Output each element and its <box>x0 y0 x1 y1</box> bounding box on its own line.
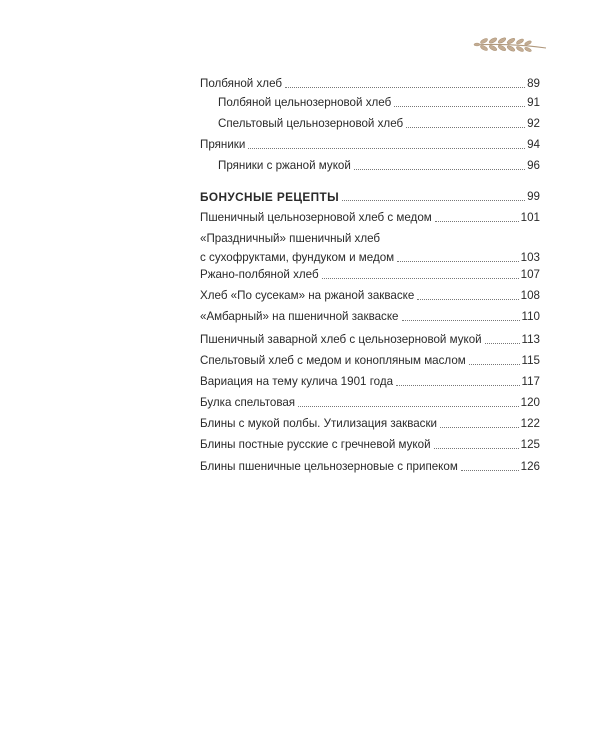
toc-entry[interactable] <box>200 333 540 347</box>
toc-entry-title: Пшеничный цельнозерновой хлеб с медом <box>200 211 432 224</box>
dot-leader <box>440 427 519 428</box>
toc-entry-title-line2: с сухофруктами, фундуком и медом <box>200 251 395 264</box>
toc-entry[interactable] <box>200 354 540 368</box>
toc-entry-page: 108 <box>520 289 540 302</box>
toc-entry-page: 94 <box>527 138 540 151</box>
dot-leader <box>485 343 520 344</box>
toc-entry-page: 117 <box>521 375 540 388</box>
toc-entry-page: 126 <box>520 460 540 473</box>
dot-leader <box>461 470 519 471</box>
toc-entry[interactable] <box>200 375 540 389</box>
dot-leader <box>406 127 525 128</box>
dot-leader <box>402 320 520 321</box>
toc-entry-title: Спельтовый хлеб с медом и конопляным маслом <box>200 354 466 367</box>
toc-entry-title: Пряники <box>200 138 246 151</box>
dot-leader <box>397 261 519 262</box>
toc-entry-page: 101 <box>520 211 540 224</box>
toc-entry[interactable] <box>200 310 540 324</box>
toc-entry-title: Блины с мукой полбы. Утилизация закваски <box>200 417 438 430</box>
toc-entry-title: Блины постные русские с гречневой мукой <box>200 438 431 451</box>
toc-entry[interactable] <box>200 159 540 173</box>
toc-entry-title: Блины пшеничные цельнозерновые с припеком <box>200 460 458 473</box>
toc-entry-title: Ржано-полбяной хлеб <box>200 268 319 281</box>
toc-entry-page: 89 <box>527 77 540 90</box>
toc-entry-line2 <box>200 251 540 265</box>
toc-entry-page: 99 <box>527 190 540 203</box>
toc-entry[interactable] <box>200 232 540 265</box>
toc-entry-page: 125 <box>520 438 540 451</box>
toc-entry[interactable] <box>200 77 540 91</box>
toc-entry-title: Спельтовый цельнозерновой хлеб <box>218 117 404 130</box>
dot-leader <box>435 221 519 222</box>
toc-entry[interactable] <box>200 417 540 431</box>
toc-entry-page: 122 <box>520 417 540 430</box>
toc-entry[interactable] <box>200 396 540 410</box>
toc-entry-page: 120 <box>520 396 540 409</box>
toc-entry-page: 96 <box>527 159 540 172</box>
toc-entry[interactable] <box>200 438 540 452</box>
toc-entry-title-line1: «Праздничный» пшеничный хлеб <box>200 232 381 245</box>
toc-entry-page: 91 <box>527 96 540 109</box>
dot-leader <box>354 169 525 170</box>
dot-leader <box>394 106 525 107</box>
dot-leader <box>285 87 525 88</box>
toc-heading-title: БОНУСНЫЕ РЕЦЕПТЫ <box>200 190 340 204</box>
dot-leader <box>434 448 519 449</box>
dot-leader <box>469 364 520 365</box>
dot-leader <box>298 406 519 407</box>
toc-entry[interactable] <box>200 211 540 225</box>
toc-entry-title: «Амбарный» на пшеничной закваске <box>200 310 399 323</box>
toc-entry[interactable] <box>200 460 540 474</box>
dot-leader <box>248 148 525 149</box>
toc-entry[interactable] <box>200 289 540 303</box>
toc-entry[interactable] <box>200 117 540 131</box>
dot-leader <box>322 278 519 279</box>
toc-entry-page: 92 <box>527 117 540 130</box>
toc-entry-title: Вариация на тему кулича 1901 года <box>200 375 394 388</box>
toc-entry-title: Полбяной хлеб <box>200 77 283 90</box>
toc-entry-title: Пшеничный заварной хлеб с цельнозерновой мукой <box>200 333 482 346</box>
toc-entry-page: 103 <box>520 251 540 264</box>
toc-entry-title: Пряники с ржаной мукой <box>218 159 351 172</box>
dot-leader <box>342 200 525 201</box>
toc-entry-page: 113 <box>521 333 540 346</box>
toc-section-heading[interactable] <box>200 190 540 204</box>
toc-entry-page: 107 <box>520 268 540 281</box>
toc-entry-page: 110 <box>521 310 540 323</box>
toc-entry[interactable] <box>200 268 540 282</box>
dot-leader <box>417 299 518 300</box>
dot-leader <box>396 385 519 386</box>
toc-entry-title: Булка спельтовая <box>200 396 296 409</box>
toc-entry-title: Полбяной цельнозерновой хлеб <box>218 96 392 109</box>
toc-entry-title: Хлеб «По сусекам» на ржаной закваске <box>200 289 415 302</box>
toc-entry-page: 115 <box>521 354 540 367</box>
toc-entry[interactable] <box>200 96 540 110</box>
toc-entry[interactable] <box>200 138 540 152</box>
wheat-ear-icon <box>472 34 548 54</box>
